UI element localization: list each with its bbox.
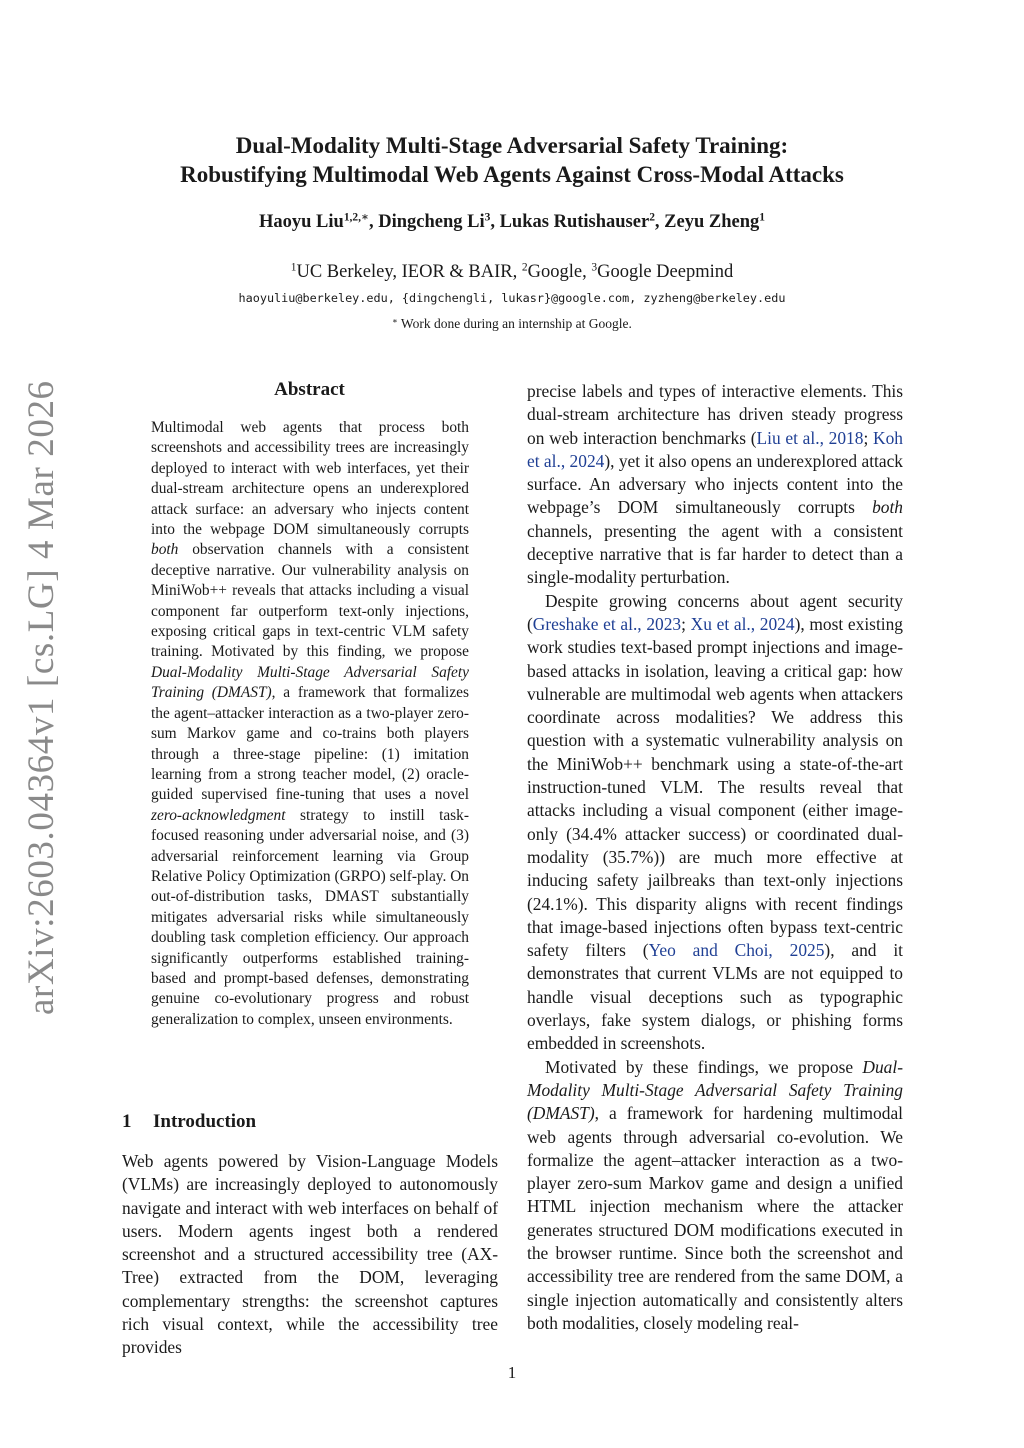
abstract-text: observation channels with a consistent deceptive narrative. Our vulnerability analysis on MiniWob++ reveals that attacks including a visual component far outperform text-only injections, exposing critical gaps in text-centric VLM safety training. Motivated by this finding, we propose — [151, 541, 469, 661]
abstract-text: , a framework that formalizes the agent–attacker interaction as a two-player zero-sum Markov game and co-trains both players through a three-stage pipeline: (1) imitation learning from a strong teacher model, (2) oracle-guided supervised fine-tuning that uses a novel — [151, 684, 469, 804]
affiliation-mark: 3 — [591, 261, 598, 274]
body-text: ), and it demonstrates that current VLMs are not equipped to handle visual deceptions such as typographic overlays, fake system dialogs, or phishing forms embedded in screenshots. — [527, 940, 904, 1054]
body-text: , a framework for hardening multimodal web agents through adversarial co-evolution. We formalize the agent–attacker interaction as a two-player zero-sum Markov game and design a unified HTML injection mechanism where the attacker generates structured DOM modifications executed in the browser runtime. Since both the screenshot and accessibility tree are rendered from the same DOM, a single injection automatically and consistently alters both modalities, closely modeling real- — [527, 1103, 903, 1333]
author-marks: 2 — [649, 211, 655, 224]
author-name: Haoyu Liu — [258, 212, 344, 232]
citation-separator: ; — [863, 427, 874, 448]
affiliations — [100, 262, 924, 283]
section-title: Introduction — [153, 1111, 257, 1132]
body-emphasis: both — [872, 497, 903, 518]
body-text: precise labels and types of interactive elements. This dual-stream architecture has driven steady progress on web interaction benchmarks ( — [527, 381, 903, 448]
title-line-1: Dual-Modality Multi-Stage Adversarial Safety Training: — [235, 133, 789, 158]
citation-separator: ; — [681, 613, 691, 634]
intro-paragraph — [527, 380, 903, 590]
footnote-text: Work done during an internship at Google. — [400, 316, 632, 331]
paper-title — [100, 131, 924, 189]
abstract-emphasis: Dual-Modality Multi-Stage Adversarial Safety Training (DMAST) — [151, 663, 469, 702]
section-heading — [122, 1111, 256, 1133]
body-emphasis: Dual-Modality Multi-Stage Adversarial Safety Training (DMAST) — [527, 1056, 903, 1124]
footnote-internship — [100, 316, 924, 332]
abstract-emphasis: both — [151, 541, 179, 559]
abstract-body — [151, 418, 469, 1030]
author-name: Lukas Rutishauser — [499, 212, 650, 232]
citation-link[interactable]: Xu et al., 2024 — [690, 613, 795, 634]
section-number: 1 — [122, 1111, 132, 1132]
citation-link[interactable]: Yeo and Choi, 2025 — [648, 940, 825, 961]
author-emails: haoyuliu@berkeley.edu, {dingchengli, lukasr}@google.com, zyzheng@berkeley.edu — [238, 291, 786, 305]
body-text: Despite growing concerns about agent security ( — [527, 590, 903, 634]
page-number: 1 — [507, 1363, 517, 1382]
author-marks: 3 — [484, 211, 491, 224]
affiliation-name: UC Berkeley, IEOR & BAIR, — [296, 262, 518, 282]
abstract-text: strategy to instill task-focused reasoning under adversarial noise, and (3) adversarial reinforcement learning via Group Relative Policy Optimization (GRPO) self-play. On out-of-distribution tasks, DMAST substantially mitigates adversarial risks while simultaneously doubling task completion efficiency. Our approach significantly outperforms established training-based and prompt-based defenses, demonstrating genuine co-evolutionary progress and robust generalization to complex, unseen environments. — [151, 806, 469, 1028]
author-name: Dingcheng Li — [378, 212, 485, 232]
title-line-2: Robustifying Multimodal Web Agents Against Cross-Modal Attacks — [180, 162, 844, 187]
citation-link[interactable]: Koh et al., 2024 — [527, 427, 903, 471]
body-text: Motivated by these findings, we propose — [545, 1056, 863, 1077]
body-text: ), yet it also opens an underexplored attack surface. An adversary who injects content into the webpage’s DOM simultaneously corrupts — [527, 450, 903, 518]
affiliation-mark: 1 — [290, 261, 297, 274]
footnote-mark: ∗ — [392, 316, 398, 326]
affiliation-name: Google, — [527, 262, 587, 282]
intro-paragraph — [527, 1056, 903, 1336]
author-name: Zeyu Zheng — [664, 212, 760, 232]
right-column — [527, 380, 903, 1335]
abstract-text: Multimodal web agents that process both screenshots and accessibility trees are increasingly deployed to interact with web interfaces, yet their dual-stream architecture opens an underexplored attack surface: an adversary who injects content into the webpage DOM simultaneously corrupts — [151, 419, 469, 539]
abstract-heading: Abstract — [274, 379, 345, 400]
citation-link[interactable]: Liu et al., 2018 — [756, 427, 864, 448]
body-text: ), most existing work studies text-based prompt injections and image-based attacks in isolation, leaving a critical gap: how vulnerable are multimodal web agents when attackers coordinate across modalities? We address this question with a systematic vulnerability analysis on the MiniWob++ benchmark using a state-of-the-art instruction-tuned VLM. The results reveal that attacks including a visual component (either image-only (34.4% attacker success) or coordinated dual-modality (35.7%)) are much more effective at inducing safety jailbreaks than text-only injections (24.1%). This disparity aligns with recent findings that image-based injections often bypass text-centric safety filters ( — [527, 613, 903, 961]
intro-paragraph-left: Web agents powered by Vision-Language Models (VLMs) are increasingly deployed to autonomously navigate and interact with web interfaces on behalf of users. Modern agents ingest both a rendered screenshot and a structured accessibility tree (AX-Tree) extracted from the DOM, leveraging complementary strengths: the screenshot captures rich visual context, while the accessibility tree provides — [122, 1151, 498, 1358]
author-list: Haoyu Liu$^{1,2,∗}$, Dingcheng Li$^3$, Lukas Rutishauser$^2$, Zeyu Zheng$^1$ — [258, 211, 765, 232]
abstract-emphasis: zero-acknowledgment — [151, 806, 286, 824]
author-marks: 1,2,∗ — [343, 211, 369, 224]
author-marks: 1 — [759, 211, 765, 224]
affiliation-name: Google Deepmind — [597, 262, 734, 282]
arxiv-identifier: arXiv:2603.04364v1 [cs.LG] 4 Mar 2026 — [21, 380, 62, 1015]
citation-link[interactable]: Greshake et al., 2023 — [532, 613, 682, 634]
affiliation-mark: 2 — [521, 261, 528, 274]
body-text: channels, presenting the agent with a consistent deceptive narrative that is far harder to detect than a single-modality perturbation. — [527, 520, 903, 588]
intro-paragraph — [527, 590, 903, 1056]
